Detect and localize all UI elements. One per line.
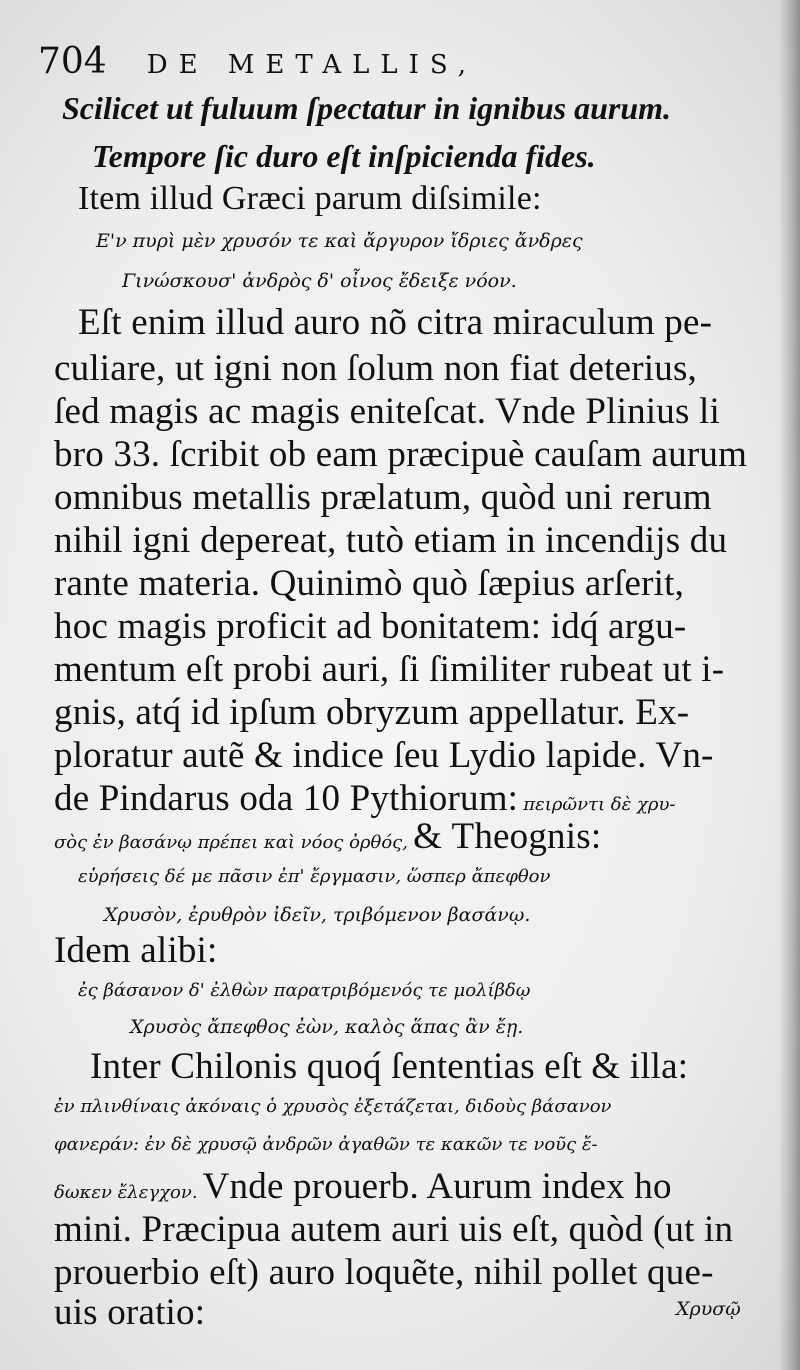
text-line-mixed <box>54 1168 672 1205</box>
text-line: Inter Chilonis quoq́ ſententias eſt & illa: <box>90 1046 689 1087</box>
verse-line: Tempore ſic duro eſt inſpicienda fides. <box>92 138 596 174</box>
greek-quote: δωκεν ἔλεγχον. <box>54 1182 198 1203</box>
text-line: prouerbio eſt) auro loquẽte, nihil pollet que- <box>54 1252 714 1293</box>
text-line: gnis, atq́ id ipſum obryzum appellatur. Ex- <box>54 692 690 733</box>
text-line: bro 33. ſcribit ob eam præcipuè cauſam aurum <box>54 434 748 475</box>
catchword: Χρυσῷ <box>676 1298 741 1320</box>
page-number: 704 <box>38 41 107 82</box>
greek-verse-line: Χρυσὸν, ἐρυθρὸν ἰδεῖν, τριβόμενον βασάνῳ. <box>104 904 531 926</box>
text-line: Idem alibi: <box>54 930 218 971</box>
text-line: culiare, ut igni non ſolum non fiat deterius, <box>54 348 698 389</box>
text-line: uis oratio: <box>54 1292 206 1333</box>
text-line: omnibus metallis prælatum, quòd uni rerum <box>54 477 712 518</box>
greek-quote: πειρῶντι δὲ χρυ- <box>523 794 676 815</box>
greek-verse-line: Γινώσκουσ' ἀνδρὸς δ' οἶνος ἔδειξε νόον. <box>122 270 517 292</box>
greek-prose-line: φανεράν: ἐν δὲ χρυσῷ ἀνδρῶν ἀγαθῶν τε κακῶν τε νοῦς ἔ- <box>54 1134 598 1155</box>
text-line: ſed magis ac magis eniteſcat. Vnde Plinius li <box>54 391 720 432</box>
running-title: DE METALLIS, <box>146 50 478 80</box>
greek-verse-line: ἐς βάσανον δ' ἐλθὼν παρατριβόμενός τε μολίβδῳ <box>78 980 531 1001</box>
verse-line: Scilicet ut fuluum ſpectatur in ignibus aurum. <box>62 90 672 126</box>
text-line: Eſt enim illud auro nõ citra miraculum pe- <box>78 302 713 343</box>
text-line: mini. Præcipua autem auri uis eſt, quòd (ut in <box>54 1209 734 1250</box>
text-line: rante materia. Quinimò quò ſæpius arſerit, <box>54 563 685 604</box>
latin-text: Vnde prouerb. Aurum index ho <box>202 1166 672 1207</box>
running-header <box>38 41 478 82</box>
greek-verse-line: εὑρήσεις δέ με πᾶσιν ἐπ' ἔργμασιν, ὥσπερ ἄπεφθον <box>78 866 551 887</box>
text-line-mixed <box>54 818 601 855</box>
page-gutter-shadow <box>778 0 800 1370</box>
text-line-mixed <box>54 780 675 817</box>
greek-verse-line: Χρυσὸς ἄπεφθος ἐὼν, καλὸς ἅπας ἂν ἔῃ. <box>130 1016 524 1038</box>
text-line: hoc magis proficit ad bonitatem: idq́ argu- <box>54 606 687 647</box>
greek-prose-line: ἐν πλινθίναις ἀκόναις ὁ χρυσὸς ἐξετάζεται, διδοὺς βάσανον <box>54 1096 612 1117</box>
greek-quote: σὸς ἐν βασάνῳ πρέπει καὶ νόος ὀρθός, <box>54 832 408 853</box>
latin-text: & Theognis: <box>413 816 602 857</box>
text-line: ploratur autẽ & indice ſeu Lydio lapide. Vn- <box>54 735 714 776</box>
text-line: nihil igni depereat, tutò etiam in incendijs du <box>54 520 728 561</box>
text-line: Item illud Græci parum diſsimile: <box>78 180 542 217</box>
greek-verse-line: Ε'ν πυρὶ μὲν χρυσόν τε καὶ ἄργυρον ἴδριες ἄνδρες <box>96 230 583 252</box>
latin-text: de Pindarus oda 10 Pythiorum: <box>54 778 519 819</box>
text-line: mentum eſt probi auri, ſi ſimiliter rubeat ut i- <box>54 649 725 690</box>
